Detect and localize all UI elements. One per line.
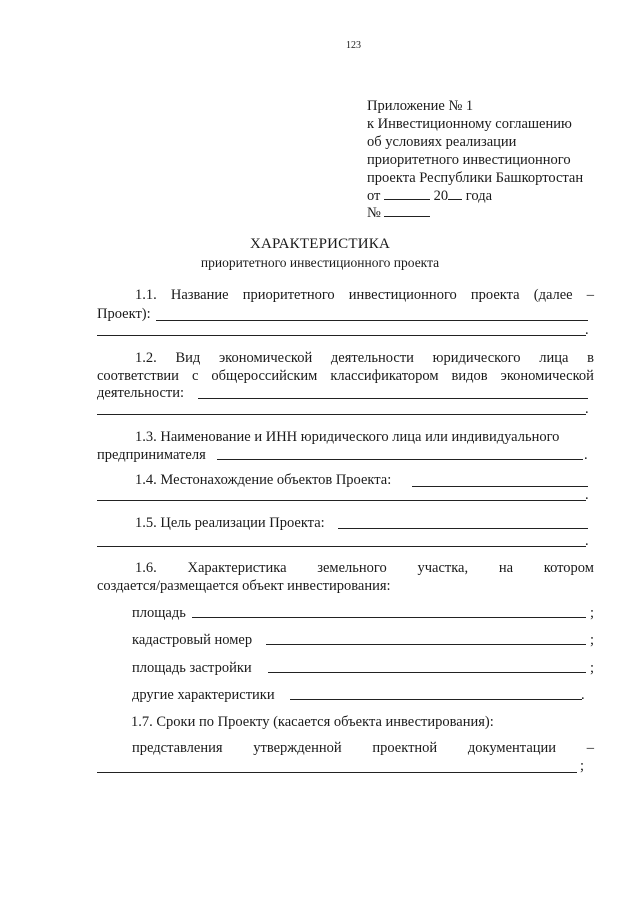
- word: 1.2.: [135, 350, 157, 366]
- date-day-blank: [384, 187, 430, 200]
- cadastral-end-semicolon: ;: [590, 632, 595, 648]
- word: документации: [467, 740, 557, 756]
- cadastral-blank[interactable]: [266, 644, 586, 645]
- word: Название: [170, 287, 229, 303]
- word: Вид: [175, 350, 201, 366]
- presentation-end-semicolon: ;: [580, 758, 585, 774]
- other-blank[interactable]: [290, 699, 582, 700]
- word: –: [586, 287, 594, 303]
- word: Характеристика: [187, 560, 287, 576]
- word: проекта: [470, 287, 520, 303]
- build-area-blank[interactable]: [268, 672, 586, 673]
- word: юридического: [432, 350, 521, 366]
- date-suffix: года: [465, 188, 493, 204]
- appendix-line-2: к Инвестиционному соглашению: [367, 116, 572, 132]
- section-1-3-line-1: 1.3. Наименование и ИНН юридического лица или индивидуального: [135, 429, 560, 445]
- word: (далее: [533, 287, 573, 303]
- activity-type-blank-1[interactable]: [198, 398, 588, 399]
- section-1-2-line-3: деятельности:: [97, 385, 185, 401]
- section-1-7-label: 1.7. Сроки по Проекту (касается объекта инвестирования):: [131, 714, 494, 730]
- entity-name-inn-blank[interactable]: [217, 459, 583, 460]
- area-label: площадь: [132, 605, 186, 621]
- word: с: [191, 368, 199, 384]
- date-year-blank: [448, 187, 462, 200]
- presentation-blank[interactable]: [97, 772, 577, 773]
- section-1-5-label: 1.5. Цель реализации Проекта:: [135, 515, 325, 531]
- word: классификатором: [330, 368, 439, 384]
- word: экономической: [500, 368, 594, 384]
- area-blank[interactable]: [192, 617, 586, 618]
- area-end-semicolon: ;: [590, 605, 595, 621]
- word: проектной: [372, 740, 438, 756]
- appendix-line-4: приоритетного инвестиционного: [367, 152, 571, 168]
- word: 1.1.: [135, 287, 157, 303]
- section-1-2-end-dot: .: [585, 401, 589, 417]
- word: видов: [451, 368, 488, 384]
- word: инвестиционного: [348, 287, 457, 303]
- presentation-line: [132, 740, 594, 757]
- date-year: 20: [433, 188, 449, 204]
- project-name-blank-2[interactable]: [97, 335, 586, 336]
- section-1-4-label: 1.4. Местонахождение объектов Проекта:: [135, 472, 392, 488]
- section-1-5-end-dot: .: [585, 533, 589, 549]
- document-subtitle: приоритетного инвестиционного проекта: [200, 255, 440, 270]
- section-1-1-line-1: [135, 287, 594, 304]
- section-1-4-end-dot: .: [585, 487, 589, 503]
- word: –: [586, 740, 594, 756]
- word: на: [498, 560, 514, 576]
- word: котором: [543, 560, 594, 576]
- appendix-line-5: проекта Республики Башкортостан: [367, 170, 584, 186]
- word: соответствии: [97, 368, 179, 384]
- number-blank: [384, 204, 430, 217]
- project-name-blank-1[interactable]: [156, 320, 588, 321]
- section-1-6-line-2: создается/размещается объект инвестирования:: [97, 578, 391, 594]
- appendix-title: Приложение № 1: [367, 98, 474, 114]
- other-label: другие характеристики: [132, 687, 275, 703]
- build-area-end-semicolon: ;: [590, 660, 595, 676]
- section-1-2-line-1: [135, 350, 594, 367]
- word: экономической: [218, 350, 313, 366]
- section-1-1-end-dot: .: [585, 322, 589, 338]
- cadastral-label: кадастровый номер: [132, 632, 253, 648]
- word: в: [587, 350, 594, 366]
- section-1-1-line-2: Проект):: [97, 306, 151, 322]
- section-1-3-line-2: предпринимателя: [97, 447, 206, 463]
- location-blank-1[interactable]: [412, 486, 588, 487]
- document-title: ХАРАКТЕРИСТИКА: [249, 236, 391, 252]
- page-number: 123: [346, 40, 361, 51]
- word: земельного: [317, 560, 387, 576]
- section-1-3-end-dot: .: [584, 447, 588, 463]
- goal-blank-1[interactable]: [338, 528, 588, 529]
- goal-blank-2[interactable]: [97, 546, 586, 547]
- word: 1.6.: [135, 560, 157, 576]
- location-blank-2[interactable]: [97, 500, 586, 501]
- other-end-dot: .: [581, 687, 585, 703]
- word: лица: [539, 350, 569, 366]
- section-1-2-line-2: [97, 368, 594, 385]
- activity-type-blank-2[interactable]: [97, 414, 586, 415]
- appendix-date-line: [367, 187, 492, 206]
- section-1-6-line-1: [135, 560, 594, 577]
- appendix-line-3: об условиях реализации: [367, 134, 517, 150]
- word: утвержденной: [253, 740, 342, 756]
- word: приоритетного: [242, 287, 335, 303]
- date-prefix: от: [367, 188, 381, 204]
- appendix-number-line: [367, 204, 430, 223]
- word: представления: [132, 740, 223, 756]
- word: участка,: [417, 560, 469, 576]
- number-prefix: №: [367, 205, 381, 221]
- word: общероссийским: [211, 368, 318, 384]
- build-area-label: площадь застройки: [132, 660, 252, 676]
- word: деятельности: [330, 350, 414, 366]
